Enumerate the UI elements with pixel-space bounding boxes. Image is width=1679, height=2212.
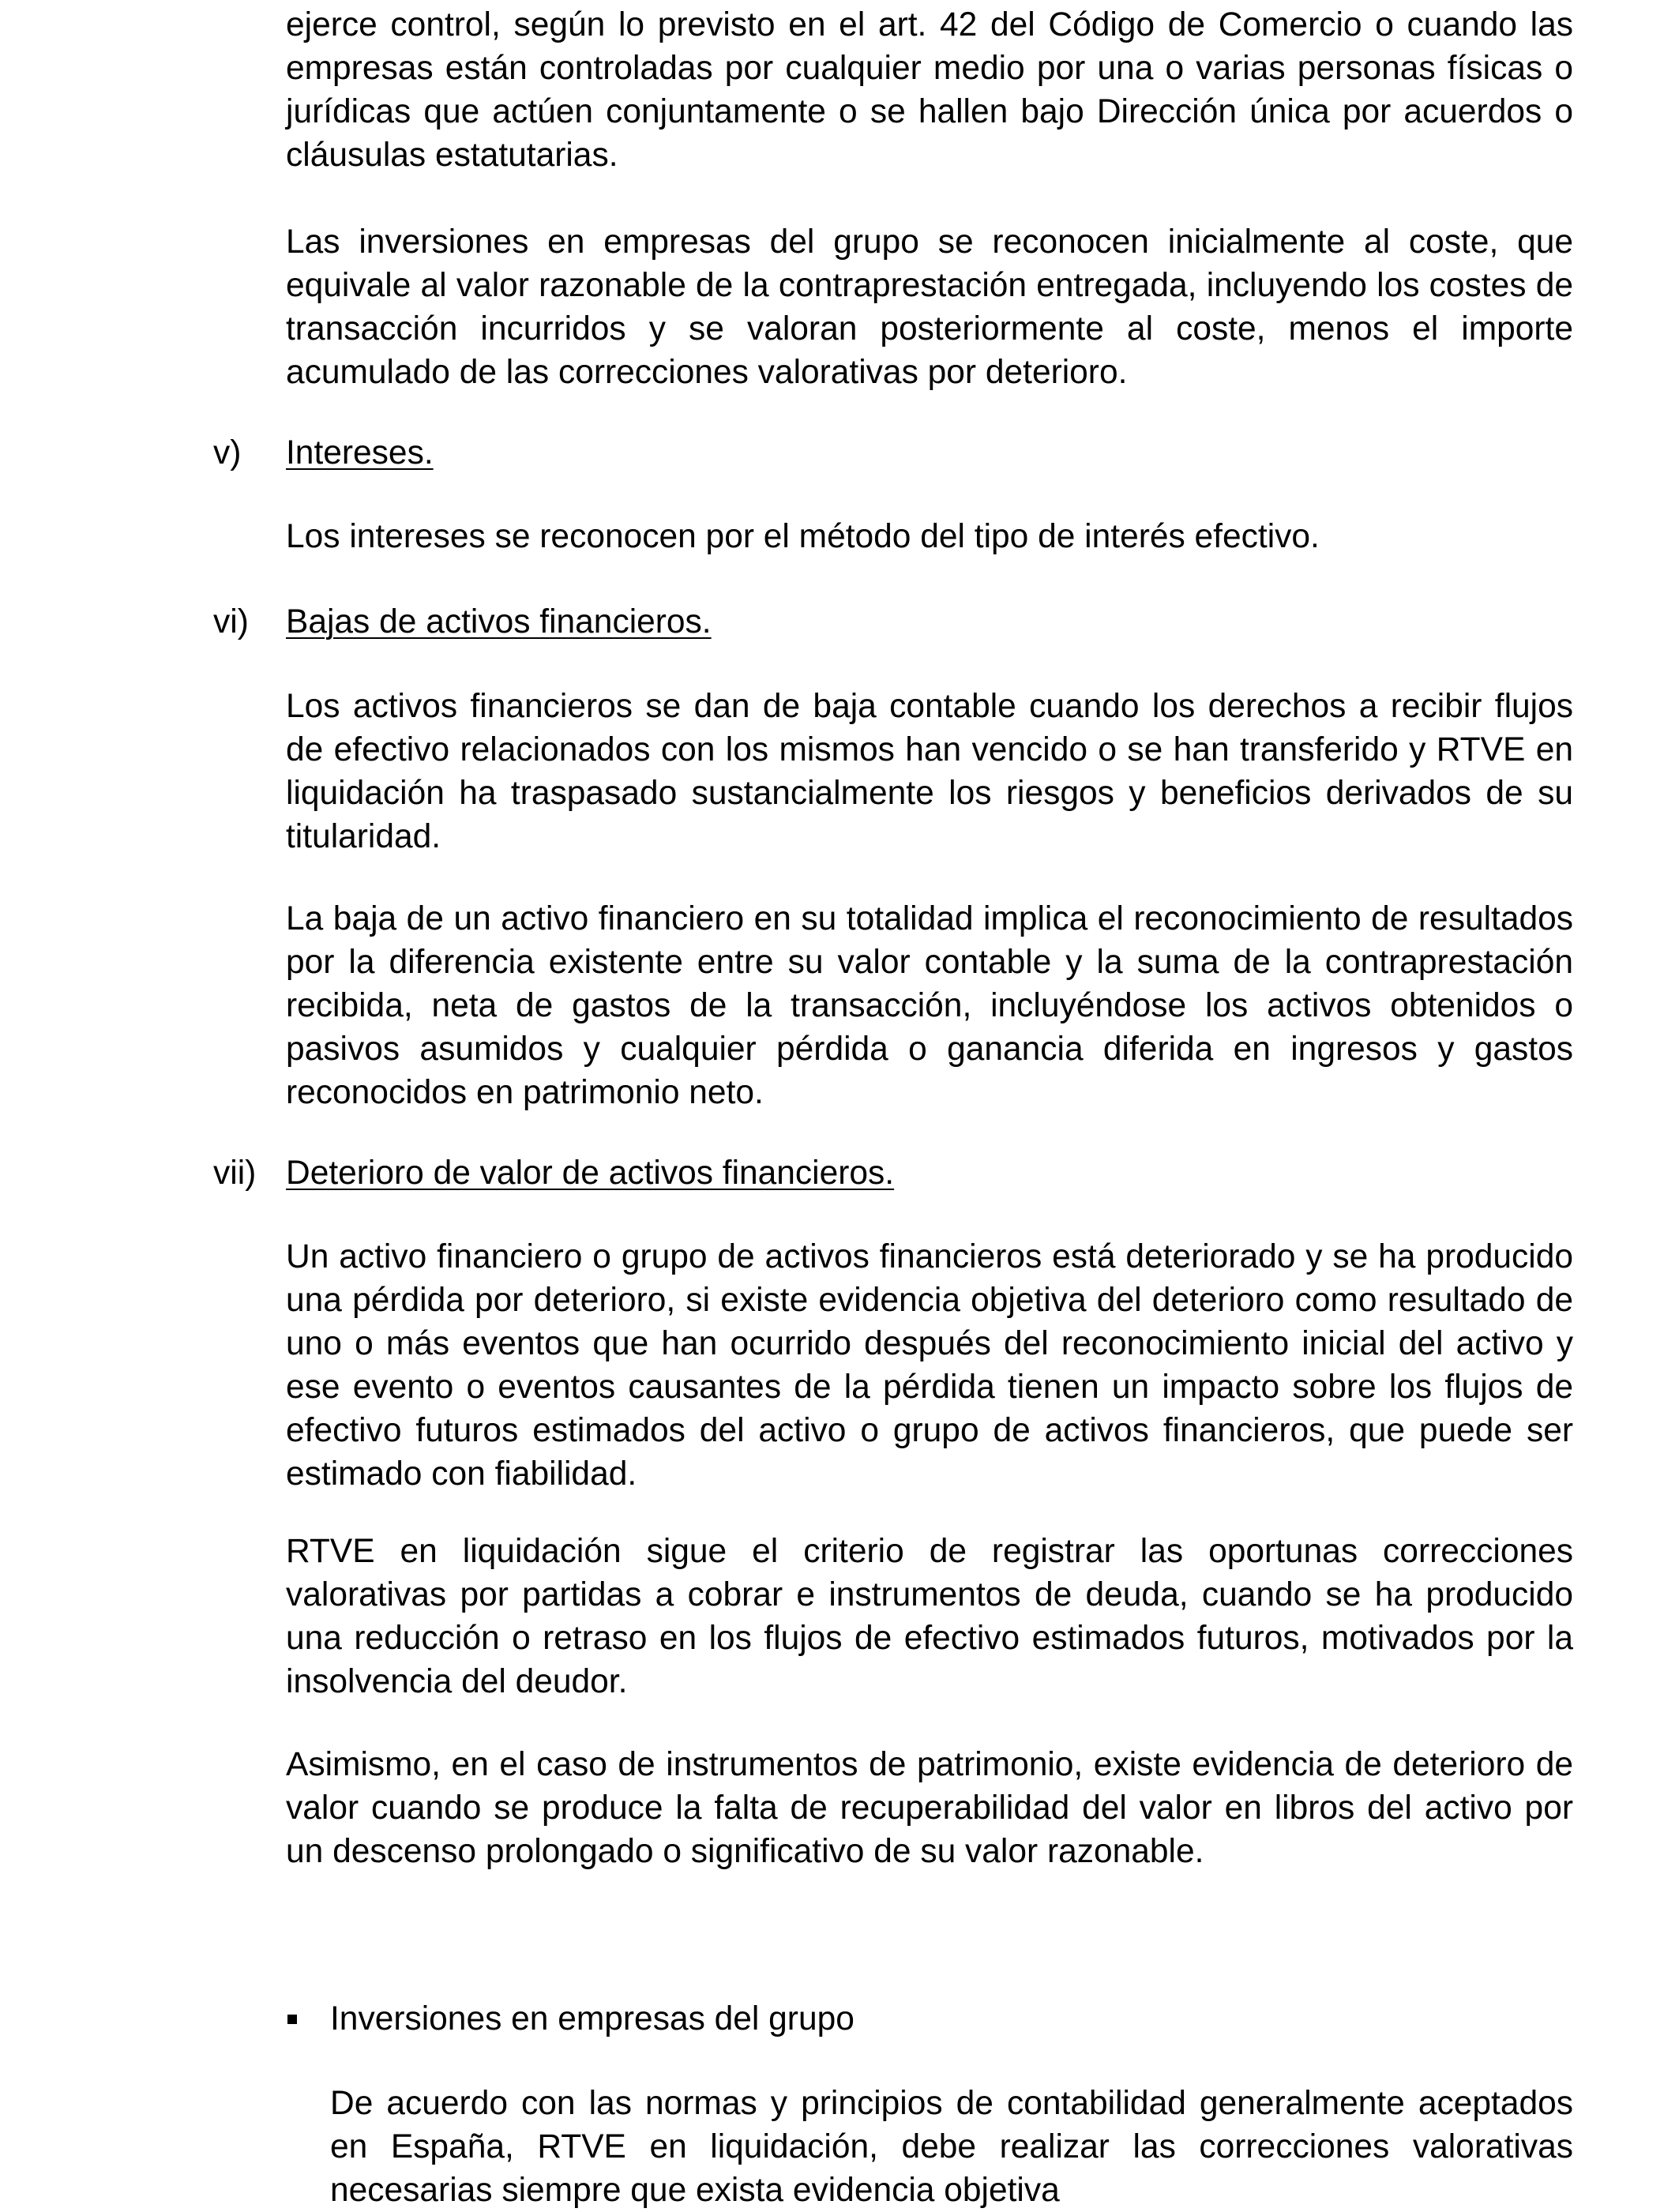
paragraph-deterioro-3: Asimismo, en el caso de instrumentos de patrimonio, existe evidencia de deterioro de valor cuando se produce la falta de recuperabilidad del valor en libros del activo por un descenso prolongado o significativo de su valor razonable. — [286, 1746, 1573, 1870]
section-title: Bajas de activos financieros. — [286, 603, 712, 640]
paragraph-deterioro-2: RTVE en liquidación sigue el criterio de registrar las oportunas correcciones valorativas por partidas a cobrar e instrumentos de deuda, cuando se ha producido una reducción o retraso en los flujos de efectivo estimados futuros, motivados por la insolvencia del deudor. — [286, 1533, 1573, 1700]
section-title: Intereses. — [286, 434, 434, 471]
paragraph-inversiones-grupo: Las inversiones en empresas del grupo se reconocen inicialmente al coste, que equivale al valor razonable de la contraprestación entregada, incluyendo los costes de transacción incurridos y se valoran posteriormente al coste, menos el importe acumulado de las correcciones valorativas por deterioro. — [286, 223, 1573, 391]
section-number: v) — [213, 434, 242, 471]
bullet-label: Inversiones en empresas del grupo — [330, 2000, 855, 2037]
paragraph-deterioro-1: Un activo financiero o grupo de activos financieros está deteriorado y se ha producido una pérdida por deterioro, si existe evidencia objetiva del deterioro como resultado de uno o más eventos que han ocurrido después del reconocimiento inicial del activo y ese evento o eventos causantes de la pérdida tienen un impacto sobre los flujos de efectivo futuros estimados del activo o grupo de activos financieros, que puede ser estimado con fiabilidad. — [286, 1238, 1573, 1493]
paragraph-bajas-1: Los activos financieros se dan de baja contable cuando los derechos a recibir flujos de efectivo relacionados con los mismos han vencido o se han transferido y RTVE en liquidación ha traspasado sustancialmente los riesgos y beneficios derivados de su titularidad. — [286, 688, 1573, 855]
square-bullet-icon — [287, 2015, 297, 2024]
paragraph-bullet-body: De acuerdo con las normas y principios de contabilidad generalmente aceptados en España, RTVE en liquidación, debe realizar las correcciones valorativas necesarias siempre que exista evidencia objetiva — [330, 2085, 1573, 2209]
section-number: vi) — [213, 603, 249, 640]
section-title: Deterioro de valor de activos financieros. — [286, 1155, 895, 1192]
paragraph-intereses: Los intereses se reconocen por el método del tipo de interés efectivo. — [286, 518, 1320, 555]
paragraph-control-continuation: ejerce control, según lo previsto en el art. 42 del Código de Comercio o cuando las empresas están controladas por cualquier medio por una o varias personas físicas o jurídicas que actúen conjuntamente o se hallen bajo Dirección única por acuerdos o cláusulas estatutarias. — [286, 6, 1573, 174]
paragraph-bajas-2: La baja de un activo financiero en su totalidad implica el reconocimiento de resultados por la diferencia existente entre su valor contable y la suma de la contraprestación recibida, neta de gastos de la transacción, incluyéndose los activos obtenidos o pasivos asumidos y cualquier pérdida o ganancia diferida en ingresos y gastos reconocidos en patrimonio neto. — [286, 900, 1573, 1111]
section-number: vii) — [213, 1155, 257, 1192]
